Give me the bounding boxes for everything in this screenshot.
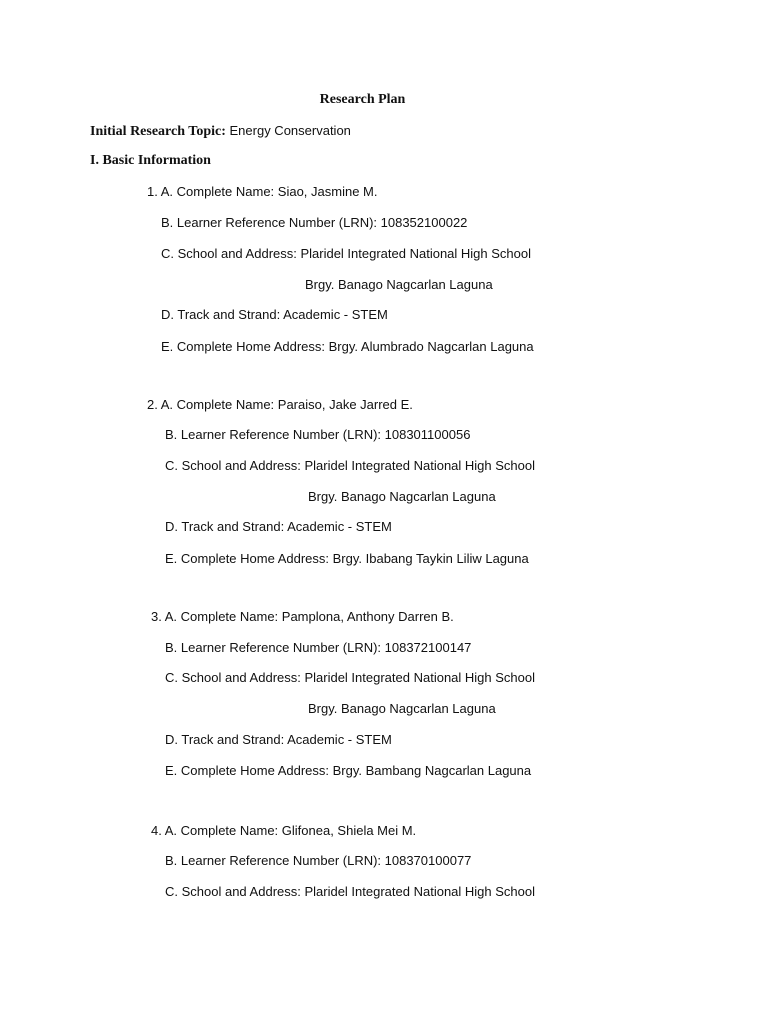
learner-3-track: D. Track and Strand: Academic - STEM — [165, 732, 392, 747]
research-topic-label: Initial Research Topic: — [90, 124, 226, 139]
research-topic-value: Energy Conservation — [229, 123, 351, 138]
learner-2-lrn: B. Learner Reference Number (LRN): 108301100056 — [165, 427, 471, 442]
research-topic-line — [90, 123, 351, 140]
learner-3-home-address: E. Complete Home Address: Brgy. Bambang Nagcarlan Laguna — [165, 763, 532, 778]
learner-2-school: C. School and Address: Plaridel Integrated National High School — [165, 458, 535, 473]
learner-1-track: D. Track and Strand: Academic - STEM — [161, 307, 388, 322]
section-heading: I. Basic Information — [90, 153, 211, 168]
learner-2-track: D. Track and Strand: Academic - STEM — [165, 519, 392, 534]
learner-3-lrn: B. Learner Reference Number (LRN): 108372100147 — [165, 640, 472, 655]
learner-1-school: C. School and Address: Plaridel Integrated National High School — [161, 246, 531, 261]
learner-2-home-address: E. Complete Home Address: Brgy. Ibabang Taykin Liliw Laguna — [165, 551, 529, 566]
learner-3-name: 3. A. Complete Name: Pamplona, Anthony Darren B. — [151, 609, 454, 624]
learner-4-name: 4. A. Complete Name: Glifonea, Shiela Mei M. — [151, 823, 417, 838]
learner-4-school: C. School and Address: Plaridel Integrated National High School — [165, 884, 535, 899]
learner-1-name: 1. A. Complete Name: Siao, Jasmine M. — [147, 184, 378, 199]
learner-1-school-address: Brgy. Banago Nagcarlan Laguna — [305, 277, 493, 292]
document-title: Research Plan — [319, 92, 406, 107]
learner-3-school: C. School and Address: Plaridel Integrated National High School — [165, 670, 535, 685]
learner-1-lrn: B. Learner Reference Number (LRN): 108352100022 — [161, 215, 468, 230]
learner-4-lrn: B. Learner Reference Number (LRN): 108370100077 — [165, 853, 472, 868]
learner-2-name: 2. A. Complete Name: Paraiso, Jake Jarred E. — [147, 397, 413, 412]
learner-2-school-address: Brgy. Banago Nagcarlan Laguna — [308, 489, 496, 504]
learner-3-school-address: Brgy. Banago Nagcarlan Laguna — [308, 701, 496, 716]
learner-1-home-address: E. Complete Home Address: Brgy. Alumbrado Nagcarlan Laguna — [161, 339, 534, 354]
